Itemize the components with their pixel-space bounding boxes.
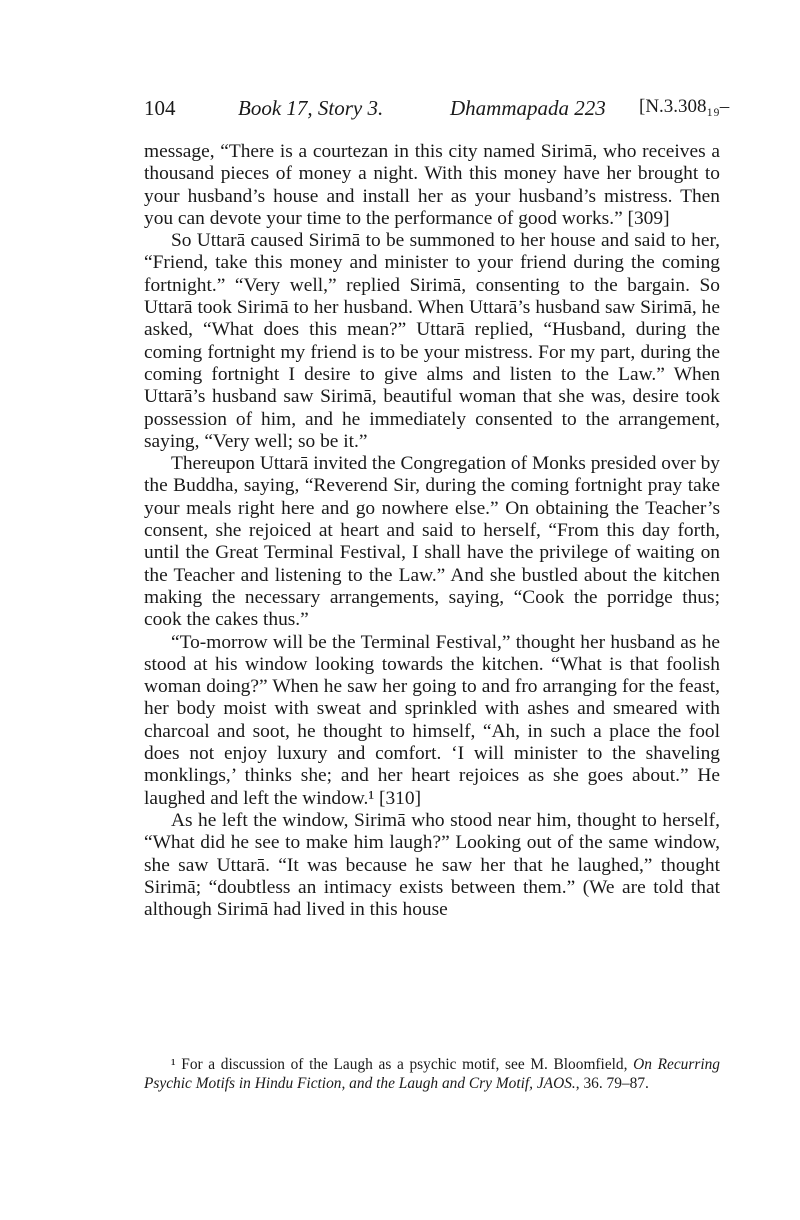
paragraph: As he left the window, Sirimā who stood near him, thought to herself, “What did he see to make him laugh?” Looking out of the same window, she saw Uttarā. “It was because he saw her that he laughed,” thought Sirimā; “doubtless an intimacy exists between them.” (We are told that although Sirimā had lived in this house [144,809,720,921]
book-story-heading: Book 17, Story 3. [238,96,384,120]
verse-heading: Dhammapada 223 [450,96,606,120]
footnote-lead: ¹ For a discussion of the Laugh as a psychic motif, see M. Bloomfield, [171,1056,634,1073]
body-text [144,141,720,921]
paragraph: Thereupon Uttarā invited the Congregation of Monks presided over by the Buddha, saying, “Reverend Sir, during the coming fortnight pray take your meals right here and go nowhere else.” On obtaining the Teacher’s consent, she rejoiced at heart and said to herself, “From this day forth, until the Great Terminal Festival, I shall have the privilege of waiting on the Teacher and listening to the Law.” And she bustled about the kitchen making the necessary arrangements, saying, “Cook the porridge thus; cook the cakes thus.” [144,453,720,631]
footnote-tail: , 36. 79–87. [575,1075,649,1092]
paragraph: “To-morrow will be the Terminal Festival,” thought her husband as he stood at his window looking towards the kitchen. “What is that foolish woman doing?” When he saw her going to and fro arranging for the feast, her body moist with sweat and sprinkled with ashes and smeared with charcoal and soot, he thought to himself, “Ah, in such a place the fool does not enjoy luxury and comfort. ‘I will minister to the shaveling monklings,’ thinks she; and her heart rejoices as she goes about.” He laughed and left the window.¹ [310] [144,631,720,809]
text-reference: [N.3.308₁₉– [639,96,730,117]
paragraph: So Uttarā caused Sirimā to be summoned to her house and said to her, “Friend, take this money and minister to your friend during the coming fortnight.” “Very well,” replied Sirimā, consenting to the bargain. So Uttarā took Sirimā to her husband. When Uttarā’s husband saw Sirimā, he asked, “What does this mean?” Uttarā replied, “Husband, during the coming fortnight my friend is to be your mistress. For my part, during the coming fortnight I desire to give alms and listen to the Law.” When Uttarā’s husband saw Sirimā, beautiful woman that she was, desire took possession of him, and he immediately consented to the arrangement, saying, “Very well; so be it.” [144,230,720,452]
page-number: 104 [144,96,176,120]
running-header [144,96,730,126]
footnote [144,1055,720,1093]
footnote-title: On Recurring Psychic Motifs in Hindu Fiction, and the Laugh and Cry Motif, JAOS. [144,1056,720,1092]
paragraph: message, “There is a courtezan in this city named Sirimā, who receives a thousand pieces of money a night. With this money have her brought to your husband’s house and install her as your husband’s mistress. Then you can devote your time to the performance of good works.” [309] [144,141,720,229]
